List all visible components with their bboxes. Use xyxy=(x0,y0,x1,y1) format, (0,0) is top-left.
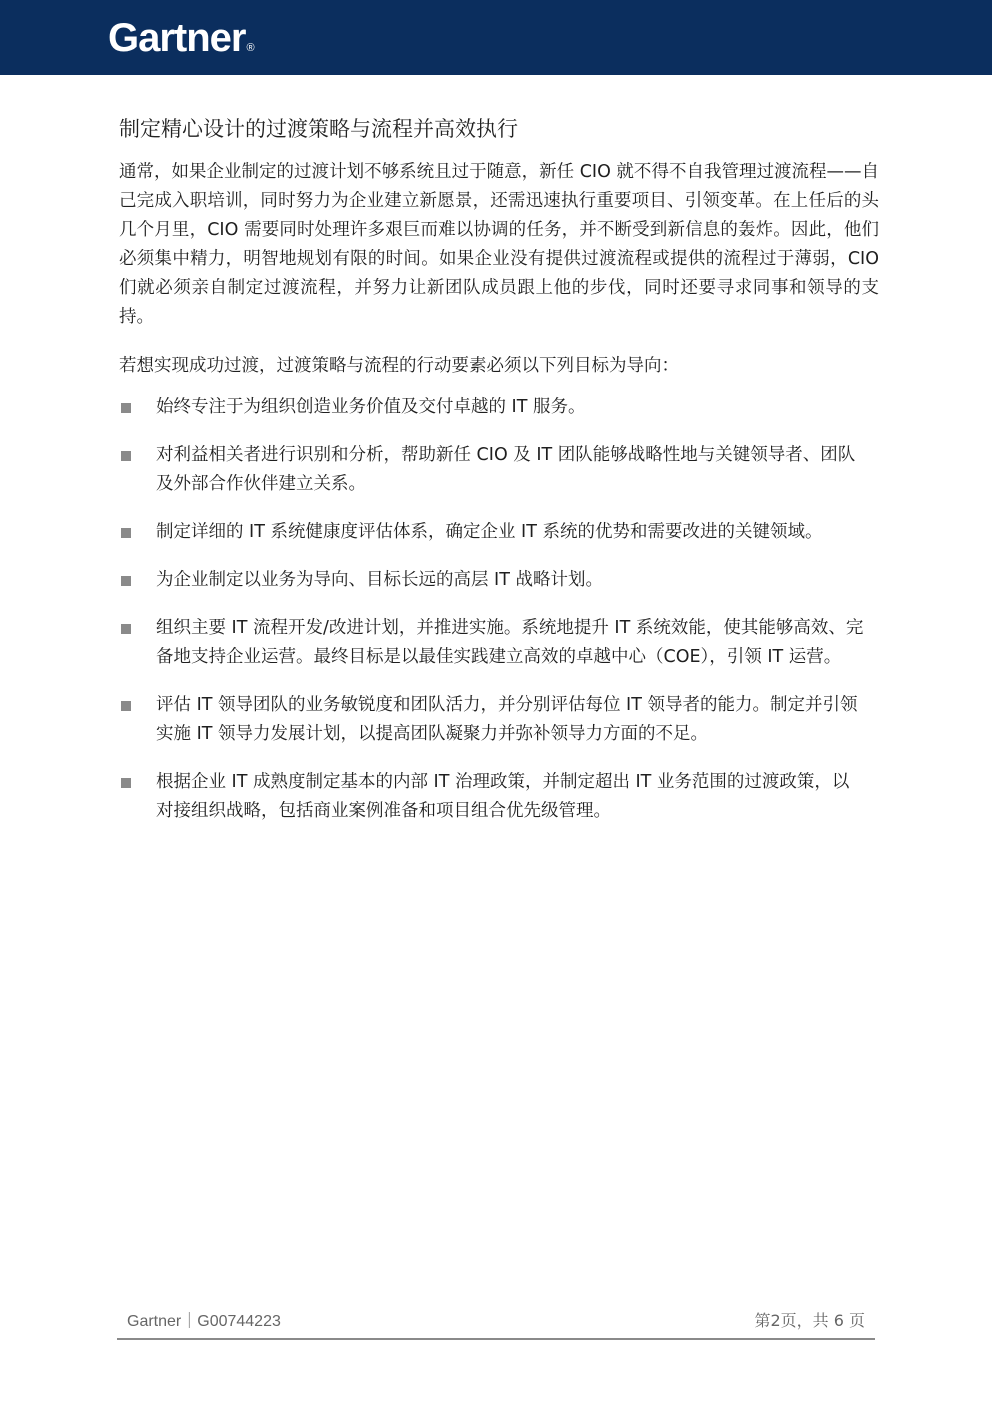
list-item-text: 始终专注于为组织创造业务价值及交付卓越的 IT 服务。 xyxy=(156,397,586,417)
list-item xyxy=(119,768,866,826)
list-item xyxy=(119,691,866,749)
square-bullet-icon xyxy=(121,528,131,538)
intro-paragraph: 通常，如果企业制定的过渡计划不够系统且过于随意，新任 CIO 就不得不自我管理过渡流程——自己完成入职培训，同时努力为企业建立新愿景，还需迅速执行重要项目、引领变革。在上任后的头几个月里，CIO 需要同时处理许多艰巨而难以协调的任务，并不断受到新信息的轰炸。因此，他们必须集中精力，明智地规划有限的时间。如果企业没有提供过渡流程或提供的流程过于薄弱，CIO 们就必须亲自制定过渡流程，并努力让新团队成员跟上他的步伐，同时还要寻求同事和领导的支持。 xyxy=(119,162,879,327)
square-bullet-icon xyxy=(121,624,131,634)
page-number: 第2页，共 6 页 xyxy=(754,1311,865,1330)
square-bullet-icon xyxy=(121,778,131,788)
registered-mark: ® xyxy=(246,42,254,54)
document-id: Gartner｜G00744223 xyxy=(127,1313,281,1330)
list-item xyxy=(119,393,866,422)
section-title: 制定精心设计的过渡策略与流程并高效执行 xyxy=(119,117,518,141)
square-bullet-icon xyxy=(121,576,131,586)
goals-intro-paragraph: 若想实现成功过渡，过渡策略与流程的行动要素必须以下列目标为导向： xyxy=(119,356,679,376)
list-item-text: 根据企业 IT 成熟度制定基本的内部 IT 治理政策，并制定超出 IT 业务范围的过渡政策，以对接组织战略，包括商业案例准备和项目组合优先级管理。 xyxy=(156,772,850,821)
square-bullet-icon xyxy=(121,451,131,461)
list-item-text: 对利益相关者进行识别和分析，帮助新任 CIO 及 IT 团队能够战略性地与关键领导者、团队及外部合作伙伴建立关系。 xyxy=(156,445,856,494)
list-item-text: 为企业制定以业务为导向、目标长远的高层 IT 战略计划。 xyxy=(156,570,603,590)
page-footer xyxy=(117,1306,875,1340)
list-item-text: 组织主要 IT 流程开发/改进计划，并推进实施。系统地提升 IT 系统效能，使其能够高效、完备地支持企业运营。最终目标是以最佳实践建立高效的卓越中心（COE），引领 IT 运营。 xyxy=(156,618,864,667)
list-item-text: 评估 IT 领导团队的业务敏锐度和团队活力，并分别评估每位 IT 领导者的能力。制定并引领实施 IT 领导力发展计划，以提高团队凝聚力并弥补领导力方面的不足。 xyxy=(156,695,858,744)
list-item-text: 制定详细的 IT 系统健康度评估体系，确定企业 IT 系统的优势和需要改进的关键领域。 xyxy=(156,522,823,542)
header-bar xyxy=(0,0,992,75)
list-item xyxy=(119,441,866,499)
list-item xyxy=(119,566,866,595)
list-item xyxy=(119,614,866,672)
list-item xyxy=(119,518,866,547)
square-bullet-icon xyxy=(121,701,131,711)
square-bullet-icon xyxy=(121,403,131,413)
goals-list xyxy=(119,393,879,826)
logo-text: Gartner xyxy=(108,16,246,60)
gartner-logo xyxy=(108,14,254,72)
main-content xyxy=(119,112,879,845)
